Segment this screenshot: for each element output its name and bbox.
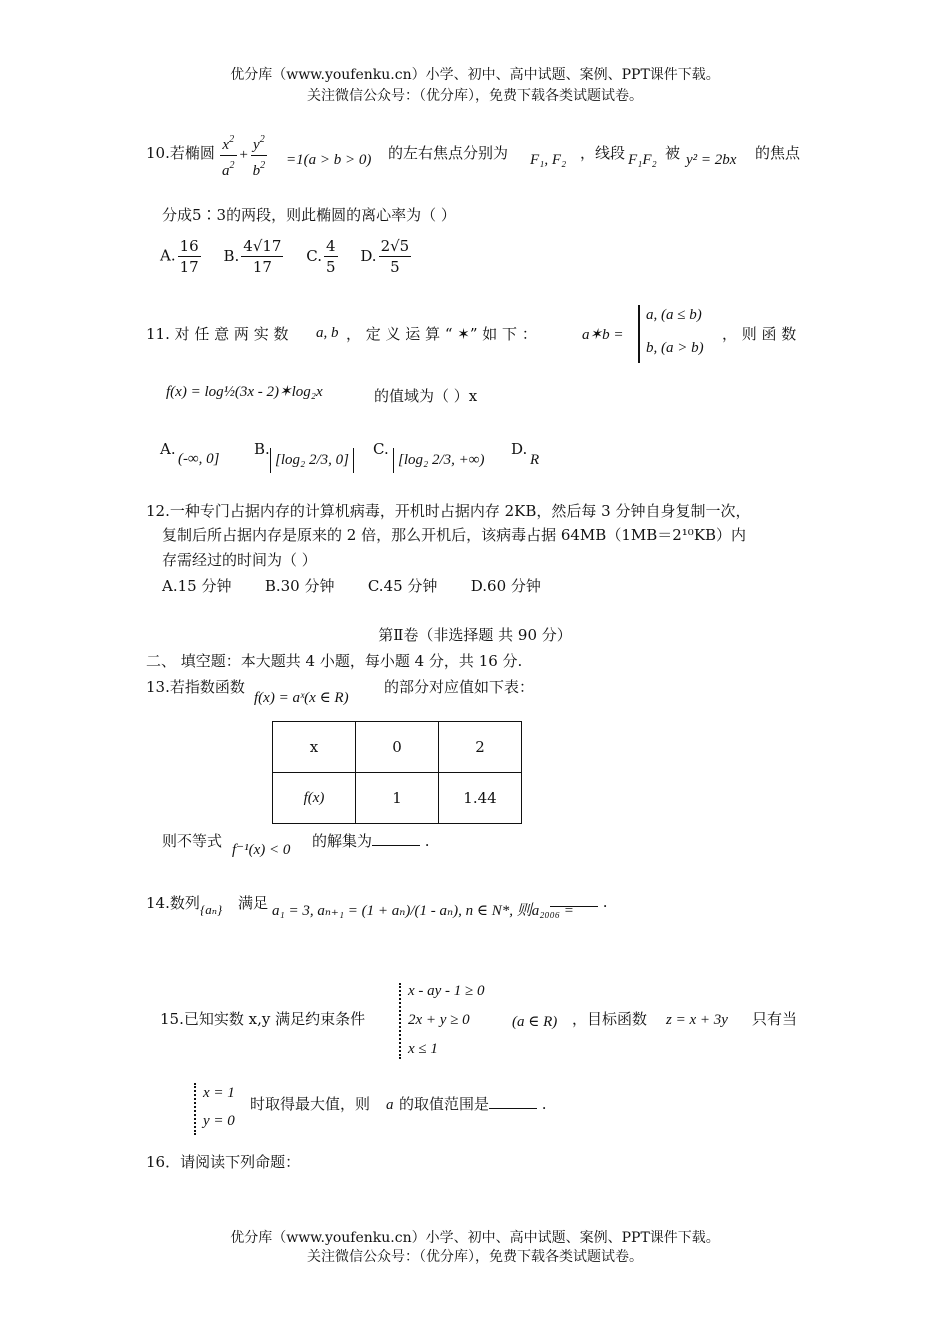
header-line-1: 优分库（www.youfenku.cn）小学、初中、高中试题、案例、PPT课件下载。 [230, 67, 720, 83]
q15-point-brace [194, 1083, 196, 1135]
q11-option-a-value: (-∞, 0] [178, 451, 220, 467]
q10-option-d-num: 2√5 [380, 237, 410, 255]
q10-option-d-label: D. [360, 246, 377, 265]
table-cell: f(x) [273, 773, 356, 824]
q15-end: . [541, 1095, 547, 1113]
q10-text-b: ，线段 [580, 144, 626, 162]
footer-line-1: 优分库（www.youfenku.cn）小学、初中、高中试题、案例、PPT课件下载。 [230, 1230, 720, 1246]
q10-option-d-den: 5 [390, 258, 400, 276]
header-line-2: 关注微信公众号：（优分库），免费下载各类试题试卷。 [307, 88, 643, 104]
q10-option-a-den: 17 [179, 258, 199, 276]
q13-text-a: 13.若指数函数 [146, 678, 245, 696]
q11-option-c-label: C. [373, 440, 389, 458]
q14-relation: a₁ = 3, aₙ₊₁ = (1 + aₙ)/(1 - aₙ), n ∈ N*, 则a₂₀₀₆ = [272, 903, 574, 919]
q15-text-d: 的取值范围是 [399, 1095, 490, 1113]
q15-constraint-1: x - ay - 1 ≥ 0 [408, 983, 485, 999]
q10-text-c: 被 [665, 144, 681, 162]
q13-text-b: 的部分对应值如下表： [384, 678, 535, 696]
q12-line-1: 12.一种专门占据内存的计算机病毒，开机时占据内存 2KB，然后每 3 分钟自身复制一次， [146, 502, 751, 520]
q10-option-c-den: 5 [325, 258, 336, 276]
q11-text-a: ， 定 义 运 算 “ ✶” 如 下 ： [346, 325, 537, 343]
table-cell: 2 [439, 722, 522, 773]
footer-line-2: 关注微信公众号：（优分库），免费下载各类试题试卷。 [307, 1249, 643, 1265]
table-cell: 1.44 [439, 773, 522, 824]
q10-segment: F₁F₂ [628, 152, 657, 168]
q13-ineq-label: 的解集为 [312, 832, 373, 850]
q14-answer [550, 892, 608, 911]
q10-text-a: 的左右焦点分别为 [388, 144, 509, 162]
q10-option-b-label: B. [223, 246, 240, 265]
q11-lhs: a✶b = [582, 327, 624, 343]
q13-value-table [272, 721, 522, 824]
q14-answer-blank[interactable] [550, 892, 598, 907]
q10-options [160, 236, 413, 277]
q10-text-d: 的焦点 [755, 144, 801, 162]
q13-inequality: f⁻¹(x) < 0 [232, 842, 291, 858]
q16-text: 16．请阅读下列命题： [146, 1153, 301, 1171]
q11-text-b: ， 则 函 数 [722, 325, 797, 343]
q12-line-3: 存需经过的时间为（ ） [162, 551, 317, 569]
q10-ellipse-fractions: $\frac{x^2}{a^2}$ + $\frac{y^2}{b^2}$ [218, 130, 269, 181]
q11-text-c: 的值域为（ ）x [374, 387, 478, 405]
q15-brace [399, 983, 401, 1059]
q11-option-c-value: [log₂ 2/3, +∞) [393, 448, 488, 473]
q15-constraint-3: x ≤ 1 [408, 1041, 438, 1057]
q13-function: f(x) = aˣ(x ∈ R) [254, 690, 349, 706]
q10-option-a-num: 16 [179, 237, 199, 255]
q13-ineq-text-a: 则不等式 [162, 832, 223, 850]
q15-text-d-wrap [399, 1093, 547, 1114]
table-row [273, 773, 522, 824]
q10-foci: F₁, F₂ [530, 152, 567, 168]
q11-option-b-label: B. [254, 440, 270, 458]
q14-sequence: {aₙ} [200, 902, 223, 917]
q15-number: 15.已知实数 x,y 满足约束条件 [160, 1010, 366, 1028]
table-cell: 0 [356, 722, 439, 773]
q10-option-c-num: 4 [325, 237, 336, 255]
q10-option-a-label: A. [160, 246, 176, 265]
q10-ellipse-condition: =1(a > b > 0) [286, 152, 372, 168]
q11-ab: a, b [316, 325, 339, 341]
q15-point-y: y = 0 [203, 1113, 235, 1129]
q11-option-b-value: [log₂ 2/3, 0] [270, 448, 354, 473]
q10-line-2: 分成5∶3的两段，则此椭圆的离心率为（ ） [162, 206, 456, 224]
q13-answer-blank[interactable] [372, 831, 420, 846]
q11-option-d-label: D. [511, 440, 528, 458]
q15-text-c: 时取得最大值，则 [250, 1095, 371, 1113]
q11-case-1: a, (a ≤ b) [646, 307, 702, 323]
q14-end: . [602, 893, 608, 911]
q15-text-b: 只有当 [752, 1010, 798, 1028]
q11-brace [638, 305, 640, 363]
section-2-title: 第Ⅱ卷（非选择题 共 90 分） [378, 626, 572, 644]
q15-a: a [386, 1097, 394, 1113]
q12-options: A.15 分钟 B.30 分钟 C.45 分钟 D.60 分钟 [162, 577, 541, 595]
q15-answer-blank[interactable] [489, 1094, 537, 1109]
q11-case-2: b, (a > b) [646, 340, 704, 356]
q10-parabola: y² = 2bx [686, 152, 737, 168]
q10-option-c-label: C. [306, 246, 322, 265]
q10-number: 10.若椭圆 [146, 144, 215, 162]
q12-line-2: 复制后所占据内存是原来的 2 倍，那么开机后，该病毒占据 64MB（1MB＝2¹⁰KB）内 [162, 526, 747, 544]
section-2-instructions: 二、 填空题：本大题共 4 小题，每小题 4 分，共 16 分. [146, 652, 523, 670]
q15-point-x: x = 1 [203, 1085, 235, 1101]
q11-number: 11. 对 任 意 两 实 数 [146, 325, 289, 343]
q14-text-b: 满足 [238, 894, 269, 912]
q10-option-b-den: 17 [252, 258, 272, 276]
q14-text-a: 14.数列 [146, 894, 200, 912]
q11-option-d-value: R [530, 452, 540, 468]
q13-end: . [424, 832, 430, 850]
table-cell: x [273, 722, 356, 773]
table-row [273, 722, 522, 773]
q10-option-b-num: 4√17 [243, 237, 282, 255]
q15-a-domain: (a ∈ R) [512, 1014, 558, 1030]
q15-constraint-2: 2x + y ≥ 0 [408, 1012, 470, 1028]
q15-objective: z = x + 3y [666, 1012, 728, 1028]
q11-option-a-label: A. [160, 440, 176, 458]
q15-text-a: ，目标函数 [572, 1010, 648, 1028]
q13-ineq-text-b [312, 830, 430, 851]
table-cell: 1 [356, 773, 439, 824]
q11-function: f(x) = log½(3x - 2)✶log₂x [166, 384, 323, 400]
